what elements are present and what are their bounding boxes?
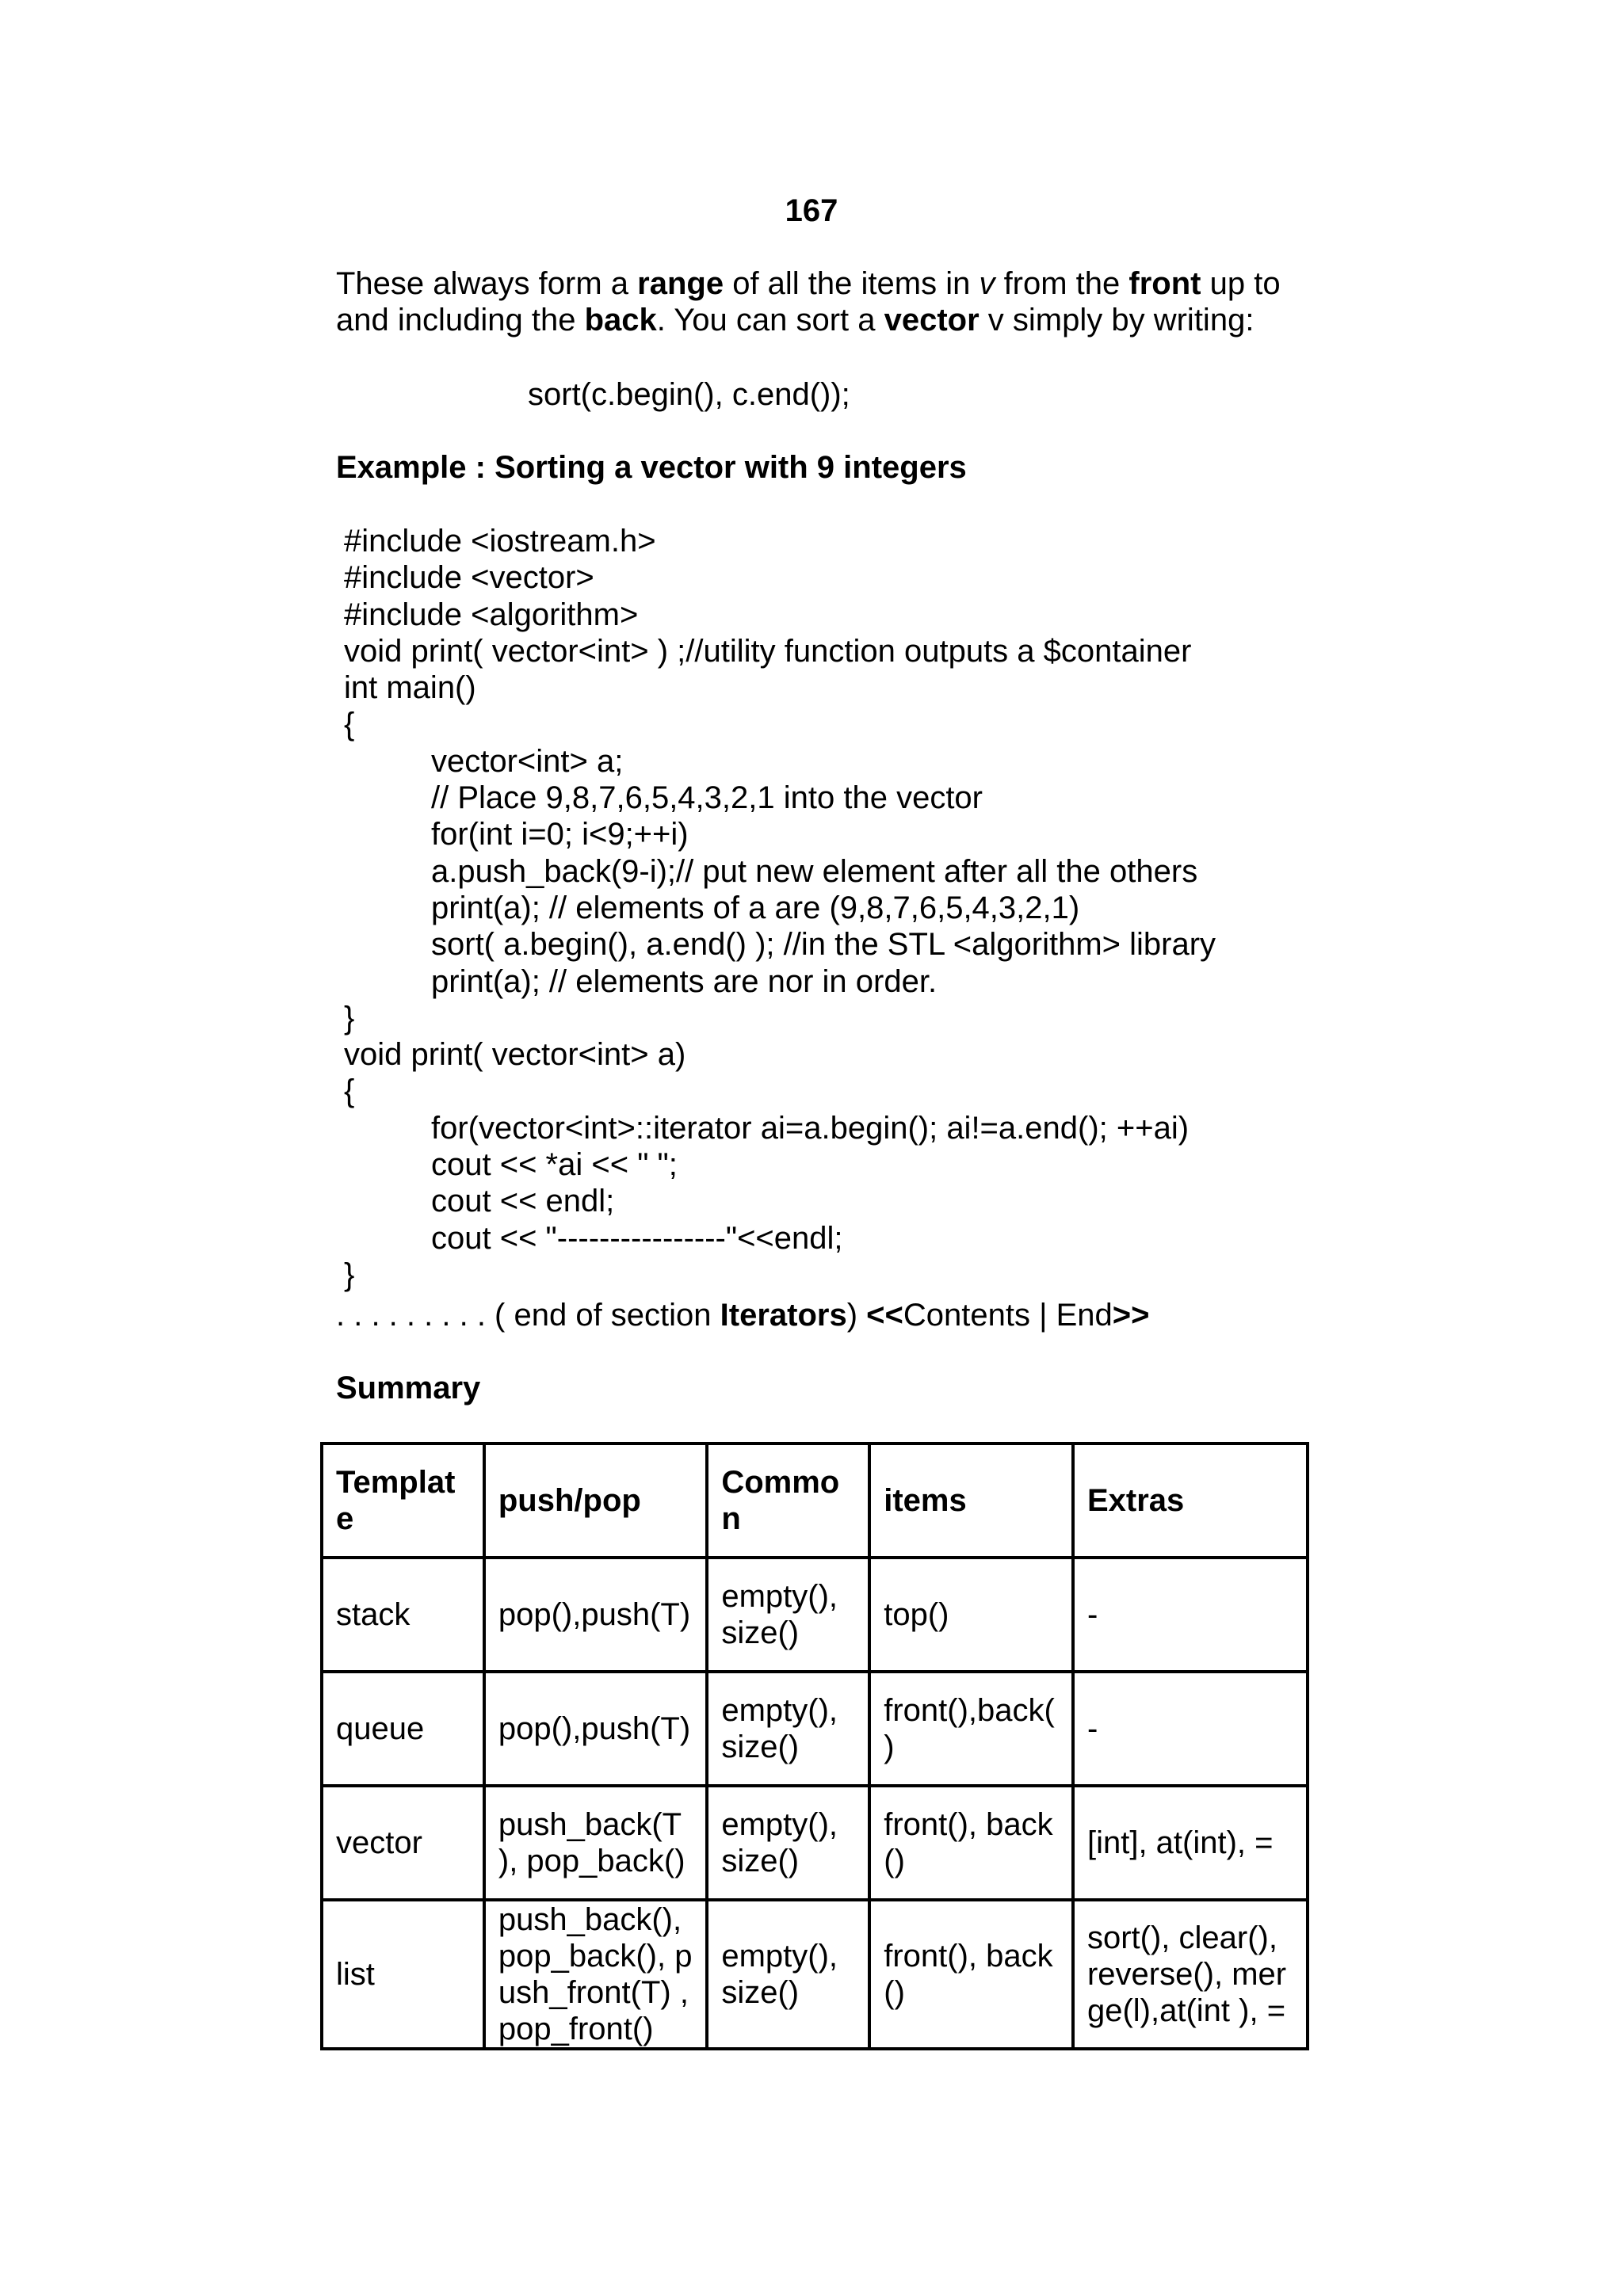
code-line: cout << "----------------"<<endl;: [431, 1220, 843, 1256]
summary-table: [320, 1442, 1309, 2050]
intro-run: back: [584, 303, 657, 338]
code-line: void print( vector<int> a): [344, 1037, 686, 1073]
code-line: #include <algorithm>: [344, 597, 639, 632]
table-cell: -: [1073, 1672, 1308, 1786]
contents-end-link[interactable]: Contents | End: [903, 1298, 1113, 1333]
table-cell: stack: [322, 1558, 484, 1672]
code-line: }: [344, 1000, 355, 1035]
sort-code-snippet: sort(c.begin(), c.end());: [528, 377, 850, 412]
nav-right-arrows: >>: [1112, 1298, 1150, 1333]
code-line: print(a); // elements of a are (9,8,7,6,5,4,3,2,1): [431, 890, 1080, 925]
table-cell: top(): [869, 1558, 1073, 1672]
code-line: cout << *ai << " ";: [431, 1147, 678, 1183]
code-line: }: [344, 1257, 355, 1292]
table-cell: pop(),push(T): [484, 1558, 707, 1672]
table-header-row: [322, 1444, 1308, 1558]
table-cell: sort(), clear(), reverse(), merge(l),at(int ), =: [1073, 1900, 1308, 2049]
intro-run: and including the: [336, 303, 585, 338]
end-dots: . . . . . . . . . ( end of section: [336, 1298, 720, 1333]
code-line: {: [344, 707, 355, 742]
table-row: [322, 1786, 1308, 1900]
table-row: [322, 1900, 1308, 2049]
code-block: [344, 523, 1216, 1293]
code-line: int main(): [344, 670, 476, 706]
table-cell: pop(),push(T): [484, 1672, 707, 1786]
table-row: [322, 1672, 1308, 1786]
header-extras: Extras: [1073, 1444, 1308, 1558]
table-cell: queue: [322, 1672, 484, 1786]
table-cell: vector: [322, 1786, 484, 1900]
code-line: sort( a.begin(), a.end() ); //in the STL <algorithm> library: [431, 927, 1216, 963]
table-cell: push_back(T ), pop_back(): [484, 1786, 707, 1900]
intro-line-2: [336, 302, 1281, 338]
table-cell: push_back(), pop_back(), push_front(T) , pop_front(): [484, 1900, 707, 2049]
intro-run: These always form a: [336, 266, 638, 301]
code-line: vector<int> a;: [431, 743, 624, 779]
table-cell: list: [322, 1900, 484, 2049]
intro-run: v simply by writing:: [979, 303, 1254, 338]
table-cell: empty(), size(): [707, 1558, 869, 1672]
code-line: a.push_back(9-i);// put new element after all the others: [431, 853, 1198, 889]
table-cell: -: [1073, 1558, 1308, 1672]
intro-run: from the: [995, 266, 1129, 301]
code-line: for(vector<int>::iterator ai=a.begin(); ai!=a.end(); ++ai): [431, 1110, 1190, 1146]
intro-run: front: [1128, 266, 1201, 301]
code-line: cout << endl;: [431, 1184, 615, 1219]
code-line: {: [344, 1074, 355, 1109]
code-line: // Place 9,8,7,6,5,4,3,2,1 into the vector: [431, 780, 983, 816]
intro-run: v: [979, 266, 995, 301]
page-number: 167: [785, 193, 838, 228]
nav-left-arrows: <<: [866, 1298, 903, 1333]
intro-run: of all the items in: [724, 266, 980, 301]
table-row: [322, 1558, 1308, 1672]
table-cell: empty(), size(): [707, 1900, 869, 2049]
section-end-line: [336, 1297, 1149, 1333]
table-cell: [int], at(int), =: [1073, 1786, 1308, 1900]
code-line: #include <iostream.h>: [344, 524, 656, 559]
header-push-pop: push/pop: [484, 1444, 707, 1558]
end-close: ): [846, 1298, 867, 1333]
header-items: items: [869, 1444, 1073, 1558]
table-cell: empty(), size(): [707, 1786, 869, 1900]
intro-run: range: [637, 266, 724, 301]
code-line: void print( vector<int> ) ;//utility function outputs a $container: [344, 633, 1192, 669]
intro-run: up to: [1201, 266, 1281, 301]
table-cell: empty(), size(): [707, 1672, 869, 1786]
table-cell: front(),back( ): [869, 1672, 1073, 1786]
intro-line-1: [336, 265, 1281, 302]
example-heading: Example : Sorting a vector with 9 integers: [336, 450, 967, 485]
code-line: #include <vector>: [344, 560, 594, 596]
code-line: print(a); // elements are nor in order.: [431, 963, 938, 999]
summary-heading: Summary: [336, 1371, 481, 1405]
intro-run: . You can sort a: [656, 303, 884, 338]
table-cell: front(), back(): [869, 1900, 1073, 2049]
code-line: for(int i=0; i<9;++i): [431, 817, 689, 852]
section-name: Iterators: [720, 1298, 847, 1333]
header-template: Templat e: [322, 1444, 484, 1558]
header-common: Commo n: [707, 1444, 869, 1558]
intro-run: vector: [884, 303, 980, 338]
intro-paragraph: [336, 265, 1281, 338]
table-cell: front(), back(): [869, 1786, 1073, 1900]
